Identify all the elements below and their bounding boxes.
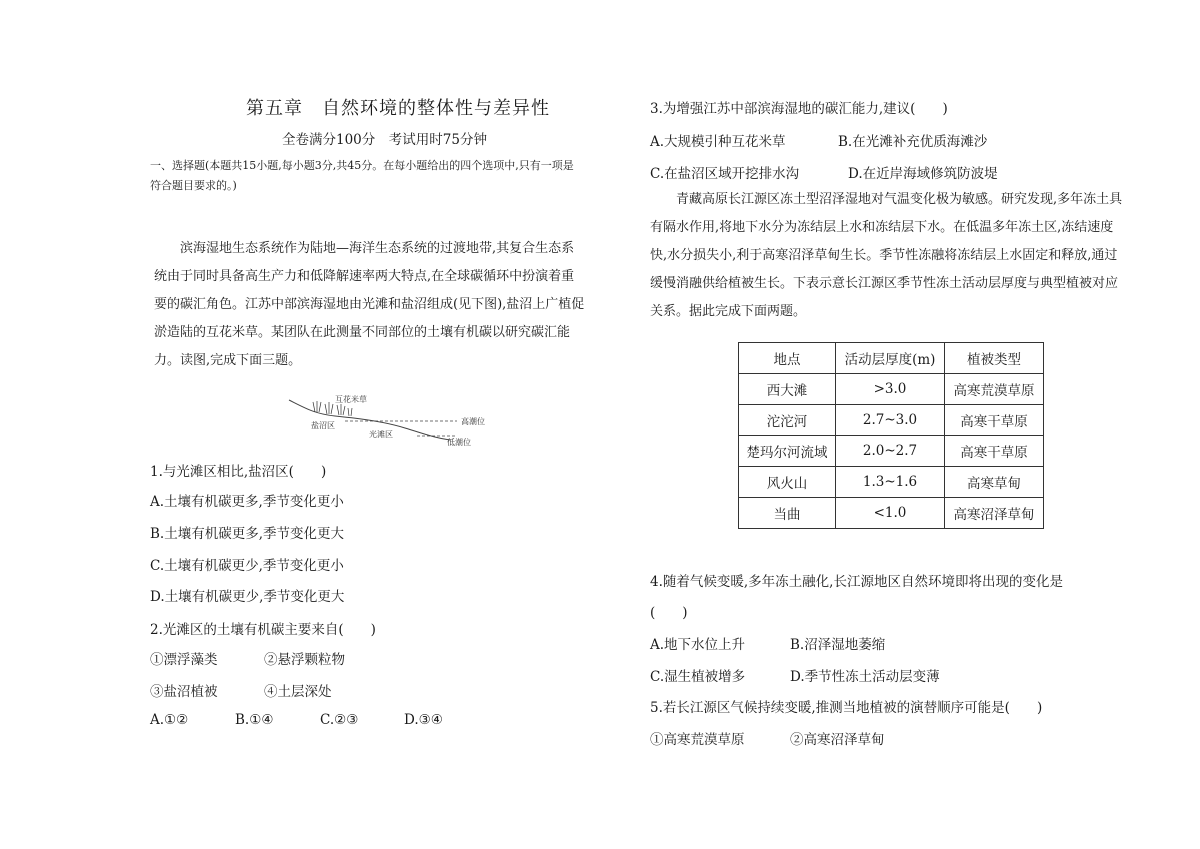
table-row [739, 467, 1044, 498]
table-row [739, 498, 1044, 529]
table-header-cell: 植被类型 [945, 343, 1044, 374]
table-cell: >3.0 [836, 374, 945, 405]
table-cell: 高寒草甸 [945, 467, 1044, 498]
table-cell: 高寒干草原 [945, 436, 1044, 467]
page-title: 第五章 自然环境的整体性与差异性 [246, 98, 550, 119]
table-cell: <1.0 [836, 498, 945, 529]
wetland-profile-figure [285, 390, 505, 450]
table-cell: 沱沱河 [739, 405, 836, 436]
table-cell: 高寒干草原 [945, 405, 1044, 436]
q2-item-4: ④土层深处 [264, 684, 332, 700]
q3-option-c: C.在盐沼区域开挖排水沟 [650, 166, 800, 182]
table-row [739, 374, 1044, 405]
question-4-blank: ( ) [650, 605, 688, 621]
q4-option-b: B.沼泽湿地萎缩 [790, 637, 886, 653]
q2-option-c: C.②③ [320, 712, 359, 728]
q1-option-d: D.土壤有机碳更少,季节变化更大 [150, 589, 345, 605]
table-cell: 当曲 [739, 498, 836, 529]
table-cell: 高寒荒漠草原 [945, 374, 1044, 405]
q4-option-d: D.季节性冻土活动层变薄 [790, 669, 940, 685]
q4-option-a: A.地下水位上升 [650, 637, 746, 653]
table-cell: 2.7~3.0 [836, 405, 945, 436]
low-tide-label: 低潮位 [447, 438, 471, 447]
page-subtitle: 全卷满分100分 考试用时75分钟 [282, 132, 487, 148]
question-3-stem: 3.为增强江苏中部滨海湿地的碳汇能力,建议( ) [650, 101, 948, 117]
q3-option-a: A.大规模引种互花米草 [650, 134, 786, 150]
q5-item-2: ②高寒沼泽草甸 [790, 732, 885, 748]
passage-permafrost: 青藏高原长江源区冻土型沼泽湿地对气温变化极为敏感。研究发现,多年冻土具有隔水作用,将地下水分为冻结层上水和冻结层下水。在低温多年冻土区,冻结速度快,水分损失小,利于高寒沼泽草甸生长。季节性冻融将冻结层上水固定和释放,通过缓慢消融供给植被生长。下表示意长江源区季节性冻土活动层厚度与典型植被对应关系。据此完成下面两题。 [650, 192, 1123, 319]
table-cell: 高寒沼泽草甸 [945, 498, 1044, 529]
passage-wetland: 滨海湿地生态系统作为陆地—海洋生态系统的过渡地带,其复合生态系统由于同时具备高生产力和低降解速率两大特点,在全球碳循环中扮演着重要的碳汇角色。江苏中部滨海湿地由光滩和盐沼组成(见下图),盐沼上广植促淤造陆的互花米草。某团队在此测量不同部位的土壤有机碳以研究碳汇能力。读图,完成下面三题。 [154, 241, 585, 368]
q2-item-3: ③盐沼植被 [150, 684, 218, 700]
table-row [739, 405, 1044, 436]
table-cell: 1.3~1.6 [836, 467, 945, 498]
question-1-stem: 1.与光滩区相比,盐沼区( ) [150, 464, 327, 480]
mudflat-label: 光滩区 [369, 430, 393, 439]
q4-option-c: C.湿生植被增多 [650, 669, 746, 685]
saltmarsh-label: 盐沼区 [311, 421, 335, 430]
table-header-row [739, 343, 1044, 374]
q5-item-1: ①高寒荒漠草原 [650, 732, 745, 748]
q2-option-b: B.①④ [235, 712, 274, 728]
q3-option-d: D.在近岸海域修筑防波堤 [848, 166, 998, 182]
q2-option-d: D.③④ [404, 712, 443, 728]
permafrost-table [738, 342, 1044, 529]
q2-option-a: A.①② [150, 712, 189, 728]
q3-option-b: B.在光滩补充优质海滩沙 [838, 134, 988, 150]
table-cell: 2.0~2.7 [836, 436, 945, 467]
table-cell: 风火山 [739, 467, 836, 498]
table-header-cell: 地点 [739, 343, 836, 374]
q2-item-1: ①漂浮藻类 [150, 652, 218, 668]
q1-option-c: C.土壤有机碳更少,季节变化更小 [150, 558, 344, 574]
section-heading: 一、选择题(本题共15小题,每小题3分,共45分。在每小题给出的四个选项中,只有一项是符合题目要求的。) [150, 159, 574, 192]
high-tide-label: 高潮位 [461, 417, 485, 426]
table-row [739, 436, 1044, 467]
q1-option-a: A.土壤有机碳更多,季节变化更小 [150, 494, 344, 510]
table-cell: 西大滩 [739, 374, 836, 405]
question-2-stem: 2.光滩区的土壤有机碳主要来自( ) [150, 622, 376, 638]
table-cell: 楚玛尔河流域 [739, 436, 836, 467]
grass-label: 互花米草 [335, 395, 367, 404]
q2-item-2: ②悬浮颗粒物 [264, 652, 345, 668]
q1-option-b: B.土壤有机碳更多,季节变化更大 [150, 526, 345, 542]
question-4-stem: 4.随着气候变暖,多年冻土融化,长江源地区自然环境即将出现的变化是 [650, 574, 1063, 590]
question-5-stem: 5.若长江源区气候持续变暖,推测当地植被的演替顺序可能是( ) [650, 700, 1043, 716]
table-header-cell: 活动层厚度(m) [836, 343, 945, 374]
